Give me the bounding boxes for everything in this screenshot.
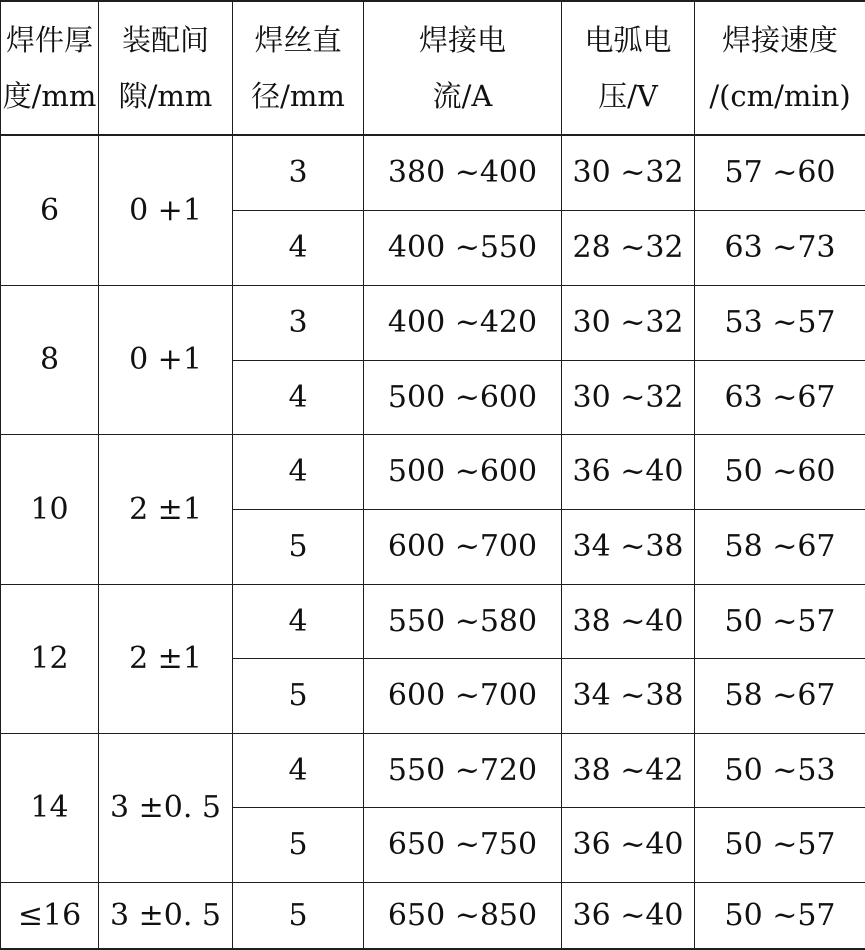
header-wire-diameter [233,1,364,135]
voltage-cell: 30 ~32 [562,360,695,434]
thickness-cell: 10 [1,434,99,584]
header-line: 焊件厚 [1,12,98,68]
speed-cell: 50 ~57 [695,584,865,658]
voltage-cell: 30 ~32 [562,285,695,360]
wire-cell: 5 [233,882,364,949]
header-line: 隙/mm [99,68,232,124]
gap-cell: 2 ±1 [99,434,233,584]
voltage-cell: 38 ~40 [562,584,695,658]
current-cell: 380 ~400 [364,135,562,210]
speed-cell: 50 ~60 [695,434,865,509]
thickness-cell: 14 [1,733,99,882]
current-cell: 500 ~600 [364,434,562,509]
speed-cell: 63 ~67 [695,360,865,434]
table-row [1,285,865,360]
header-line: 电弧电 [562,12,694,68]
wire-cell: 5 [233,807,364,882]
header-voltage [562,1,695,135]
header-line: /(cm/min) [695,68,865,124]
table-row [1,434,865,509]
speed-cell: 58 ~67 [695,658,865,733]
current-cell: 600 ~700 [364,509,562,584]
speed-cell: 50 ~57 [695,882,865,949]
voltage-cell: 34 ~38 [562,509,695,584]
voltage-cell: 36 ~40 [562,434,695,509]
current-cell: 550 ~720 [364,733,562,807]
wire-cell: 4 [233,584,364,658]
voltage-cell: 38 ~42 [562,733,695,807]
wire-cell: 4 [233,210,364,285]
header-line: 度/mm [1,68,98,124]
header-line: 流/A [364,68,561,124]
thickness-cell: ≤16 [1,882,99,949]
gap-cell: 0 +1 [99,135,233,285]
gap-cell: 0 +1 [99,285,233,434]
speed-cell: 50 ~53 [695,733,865,807]
table-row [1,584,865,658]
wire-cell: 3 [233,135,364,210]
speed-cell: 50 ~57 [695,807,865,882]
header-line: 装配间 [99,12,232,68]
wire-cell: 4 [233,360,364,434]
gap-cell: 3 ±0. 5 [99,882,233,949]
current-cell: 550 ~580 [364,584,562,658]
current-cell: 400 ~550 [364,210,562,285]
header-line: 焊丝直 [233,12,363,68]
thickness-cell: 8 [1,285,99,434]
voltage-cell: 34 ~38 [562,658,695,733]
wire-cell: 5 [233,509,364,584]
table-row [1,882,865,949]
table-row [1,733,865,807]
voltage-cell: 36 ~40 [562,807,695,882]
current-cell: 650 ~850 [364,882,562,949]
gap-cell: 2 ±1 [99,584,233,733]
header-gap [99,1,233,135]
voltage-cell: 30 ~32 [562,135,695,210]
speed-cell: 57 ~60 [695,135,865,210]
current-cell: 650 ~750 [364,807,562,882]
header-thickness [1,1,99,135]
header-speed [695,1,865,135]
wire-cell: 4 [233,434,364,509]
wire-cell: 3 [233,285,364,360]
voltage-cell: 28 ~32 [562,210,695,285]
wire-cell: 4 [233,733,364,807]
header-line: 焊接电 [364,12,561,68]
header-line: 压/V [562,68,694,124]
voltage-cell: 36 ~40 [562,882,695,949]
thickness-cell: 6 [1,135,99,285]
speed-cell: 63 ~73 [695,210,865,285]
thickness-cell: 12 [1,584,99,733]
header-current [364,1,562,135]
speed-cell: 53 ~57 [695,285,865,360]
header-line: 径/mm [233,68,363,124]
current-cell: 400 ~420 [364,285,562,360]
header-row [1,1,865,135]
current-cell: 500 ~600 [364,360,562,434]
wire-cell: 5 [233,658,364,733]
table-row [1,135,865,210]
gap-cell: 3 ±0. 5 [99,733,233,882]
header-line: 焊接速度 [695,12,865,68]
speed-cell: 58 ~67 [695,509,865,584]
current-cell: 600 ~700 [364,658,562,733]
